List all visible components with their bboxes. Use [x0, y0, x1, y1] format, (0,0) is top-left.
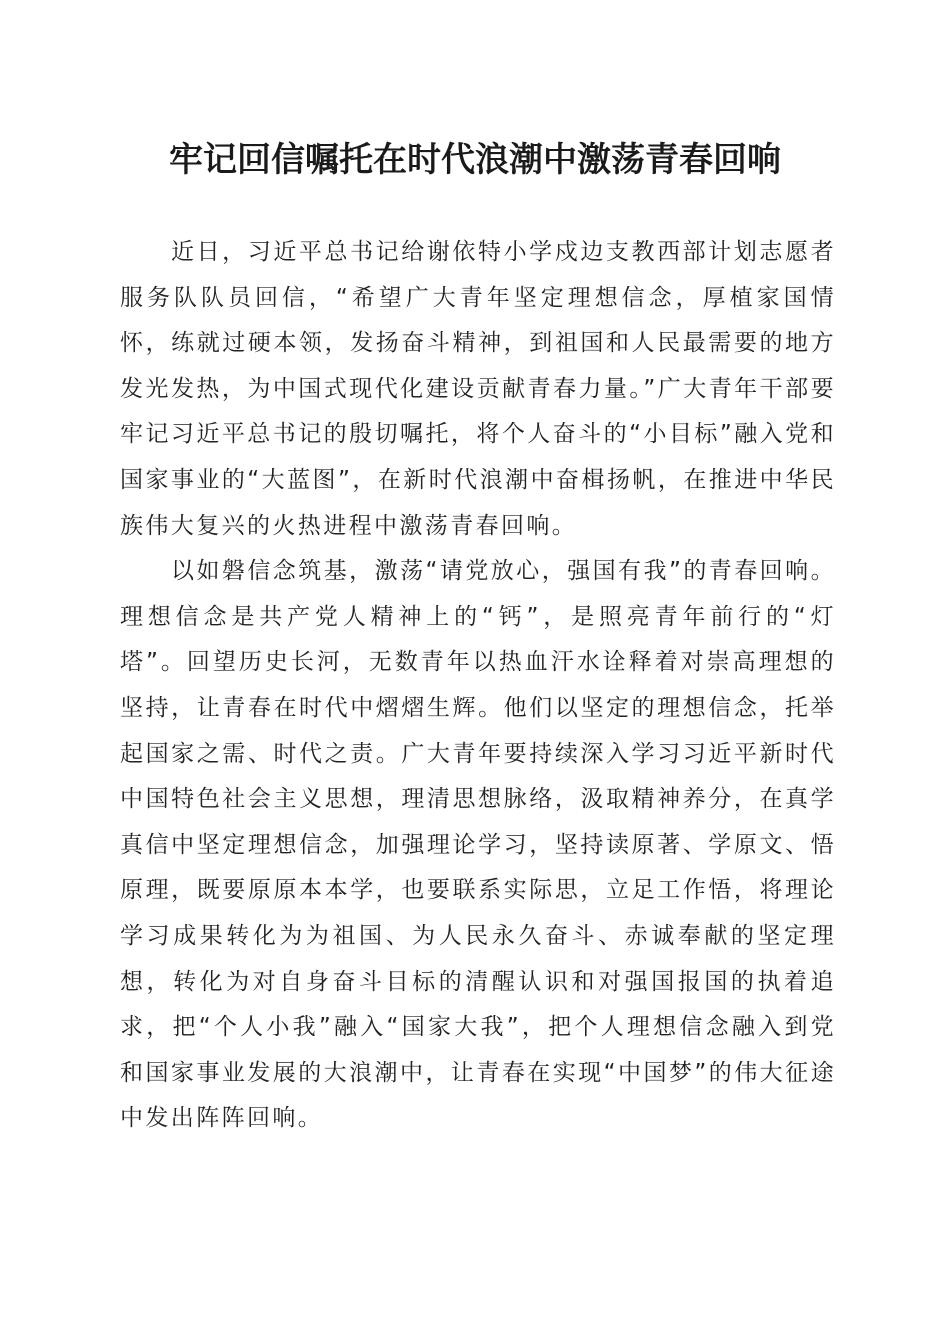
document-body — [120, 230, 836, 1142]
paragraph-2: 以如磐信念筑基，激荡“请党放心，强国有我”的青春回响。理想信念是共产党人精神上的“钙”，是照亮青年前行的“灯塔”。回望历史长河，无数青年以热血汗水诠释着对崇高理想的坚持，让青春在时代中熠熠生辉。他们以坚定的理想信念，托举起国家之需、时代之责。广大青年要持续深入学习习近平新时代中国特色社会主义思想，理清思想脉络，汲取精神养分，在真学真信中坚定理想信念，加强理论学习，坚持读原著、学原文、悟原理，既要原原本本学，也要联系实际思，立足工作悟，将理论学习成果转化为为祖国、为人民永久奋斗、赤诚奉献的坚定理想，转化为对自身奋斗目标的清醒认识和对强国报国的执着追求，把“个人小我”融入“国家大我”，把个人理想信念融入到党和国家事业发展的大浪潮中，让青春在实现“中国梦”的伟大征途中发出阵阵回响。 — [120, 558, 836, 1132]
paragraph-1: 近日，习近平总书记给谢依特小学戍边支教西部计划志愿者服务队队员回信，“希望广大青年坚定理想信念，厚植家国情怀，练就过硬本领，发扬奋斗精神，到祖国和人民最需要的地方发光发热，为中国式现代化建设贡献青春力量。”广大青年干部要牢记习近平总书记的殷切嘱托，将个人奋斗的“小目标”融入党和国家事业的“大蓝图”，在新时代浪潮中奋楫扬帆，在推进中华民族伟大复兴的火热进程中激荡青春回响。 — [120, 239, 836, 539]
document-title: 牢记回信嘱托在时代浪潮中激荡青春回响 — [169, 140, 781, 180]
